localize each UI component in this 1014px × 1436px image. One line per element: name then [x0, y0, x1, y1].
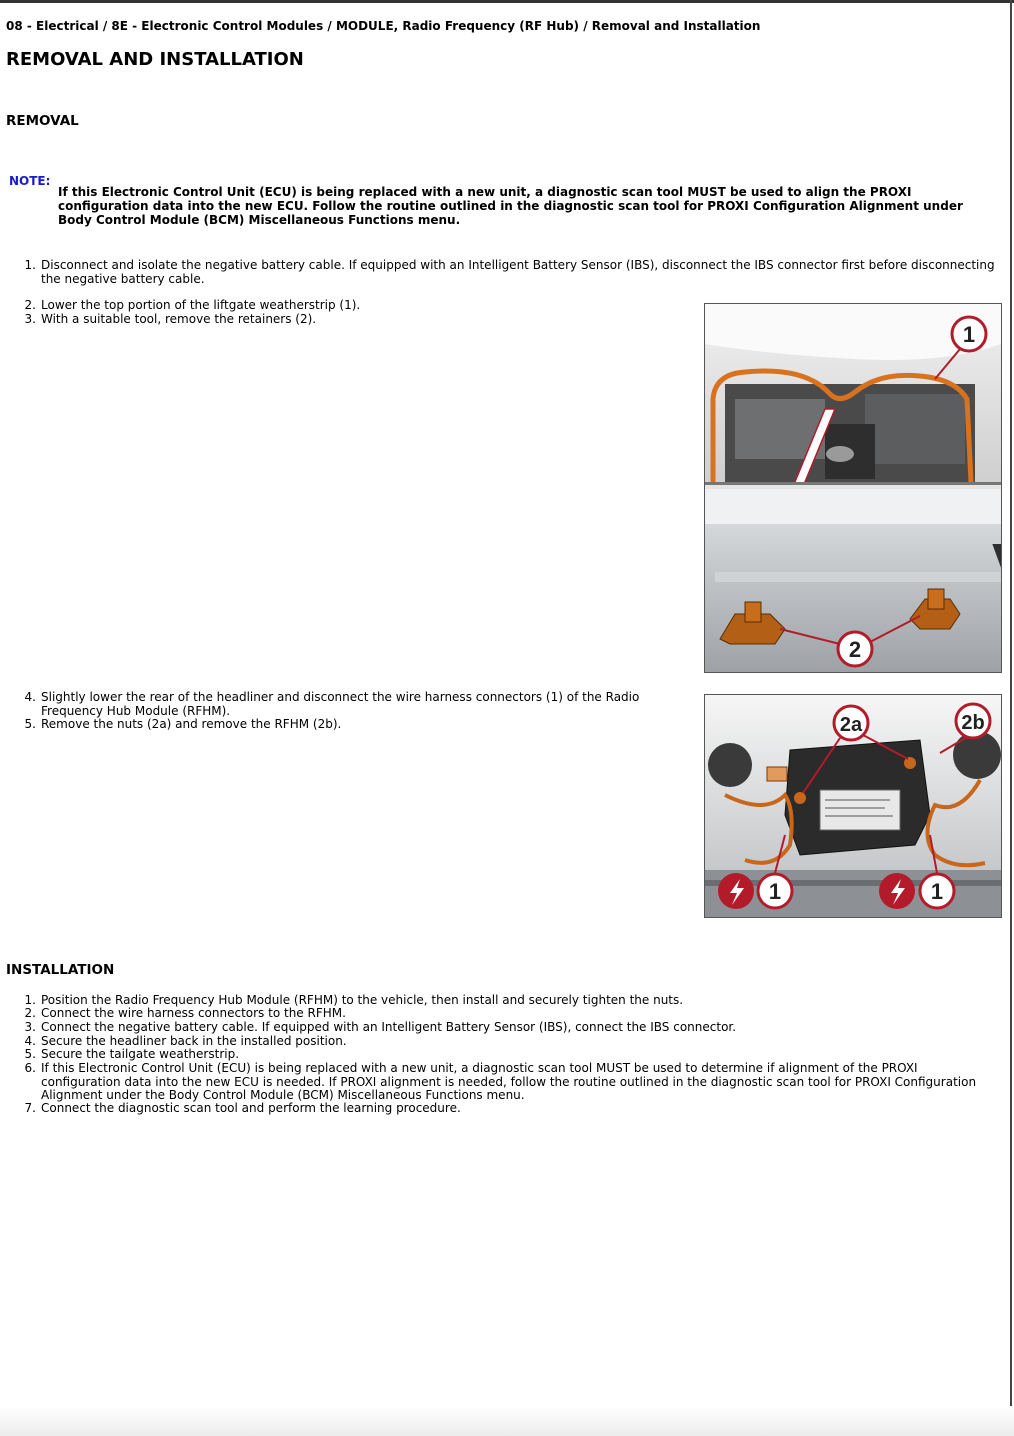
step-text: With a suitable tool, remove the retainers (2). [41, 312, 317, 326]
step-number: 3. [24, 1020, 36, 1034]
callout-2a: 2a [839, 714, 863, 736]
installation-step-6 [0, 1062, 990, 1103]
removal-step-2 [0, 299, 690, 313]
step-number: 4. [24, 1034, 36, 1048]
step-number: 7. [24, 1101, 36, 1115]
figure-liftgate-retainers [704, 303, 1002, 673]
page-bottom-shade [0, 1406, 1014, 1436]
note-label: NOTE: [9, 174, 51, 188]
removal-step-4 [0, 691, 650, 718]
removal-step-5 [0, 718, 650, 732]
removal-step-1 [0, 259, 1000, 286]
top-border [0, 0, 1014, 3]
removal-step-3 [0, 313, 690, 327]
installation-step-2 [0, 1007, 1000, 1021]
installation-step-3 [0, 1021, 1000, 1035]
step-text: Disconnect and isolate the negative battery cable. If equipped with an Intelligent Battery Sensor (IBS), disconnect the IBS connector first before disconnecting the negative battery cable. [41, 258, 995, 286]
step-number: 2. [24, 298, 36, 312]
callout-1: 1 [962, 322, 976, 347]
step-text: Connect the diagnostic scan tool and perform the learning procedure. [41, 1101, 461, 1115]
figure-rfhm-module [704, 694, 1002, 918]
breadcrumb: 08 - Electrical / 8E - Electronic Control Modules / MODULE, Radio Frequency (RF Hub) / Removal and Installation [6, 19, 761, 33]
step-number: 5. [24, 1047, 36, 1061]
callout-2: 2 [848, 637, 862, 662]
callout-2b: 2b [961, 712, 985, 734]
removal-heading: REMOVAL [6, 113, 79, 129]
step-text: Connect the wire harness connectors to the RFHM. [41, 1006, 346, 1020]
callout-1-left: 1 [768, 879, 782, 904]
step-number: 1. [24, 258, 36, 272]
note-text: If this Electronic Control Unit (ECU) is being replaced with a new unit, a diagnostic scan tool MUST be used to align the PROXI configuration data into the new ECU. Follow the routine outlined in the diagnostic scan tool for PROXI Configuration Alignment under Body Control Module (BCM) Miscellaneous Functions menu. [58, 185, 963, 227]
step-text: Secure the headliner back in the installed position. [41, 1034, 347, 1048]
step-text: Lower the top portion of the liftgate weatherstrip (1). [41, 298, 361, 312]
step-text: Secure the tailgate weatherstrip. [41, 1047, 240, 1061]
callout-1-right: 1 [930, 879, 944, 904]
installation-step-7 [0, 1102, 1000, 1116]
step-text: If this Electronic Control Unit (ECU) is being replaced with a new unit, a diagnostic scan tool MUST be used to determine if alignment of the PROXI configuration data into the new ECU is needed. If PROXI alignment is needed, follow the routine outlined in the diagnostic scan tool for PROXI Configuration Alignment under the Body Control Module (BCM) Miscellaneous Functions menu. [41, 1061, 977, 1102]
step-number: 6. [24, 1061, 36, 1075]
installation-heading: INSTALLATION [6, 962, 115, 978]
step-number: 4. [24, 690, 36, 704]
installation-step-5 [0, 1048, 1000, 1062]
step-number: 3. [24, 312, 36, 326]
page-title: REMOVAL AND INSTALLATION [6, 49, 304, 70]
step-text: Slightly lower the rear of the headliner and disconnect the wire harness connectors (1) of the Radio Frequency Hub Module (RFHM). [41, 690, 640, 718]
step-number: 2. [24, 1006, 36, 1020]
step-number: 1. [24, 993, 36, 1007]
right-border [1010, 0, 1012, 1436]
step-text: Remove the nuts (2a) and remove the RFHM (2b). [41, 717, 342, 731]
step-number: 5. [24, 717, 36, 731]
step-text: Position the Radio Frequency Hub Module (RFHM) to the vehicle, then install and securely tighten the nuts. [41, 993, 684, 1007]
step-text: Connect the negative battery cable. If equipped with an Intelligent Battery Sensor (IBS), connect the IBS connector. [41, 1020, 737, 1034]
